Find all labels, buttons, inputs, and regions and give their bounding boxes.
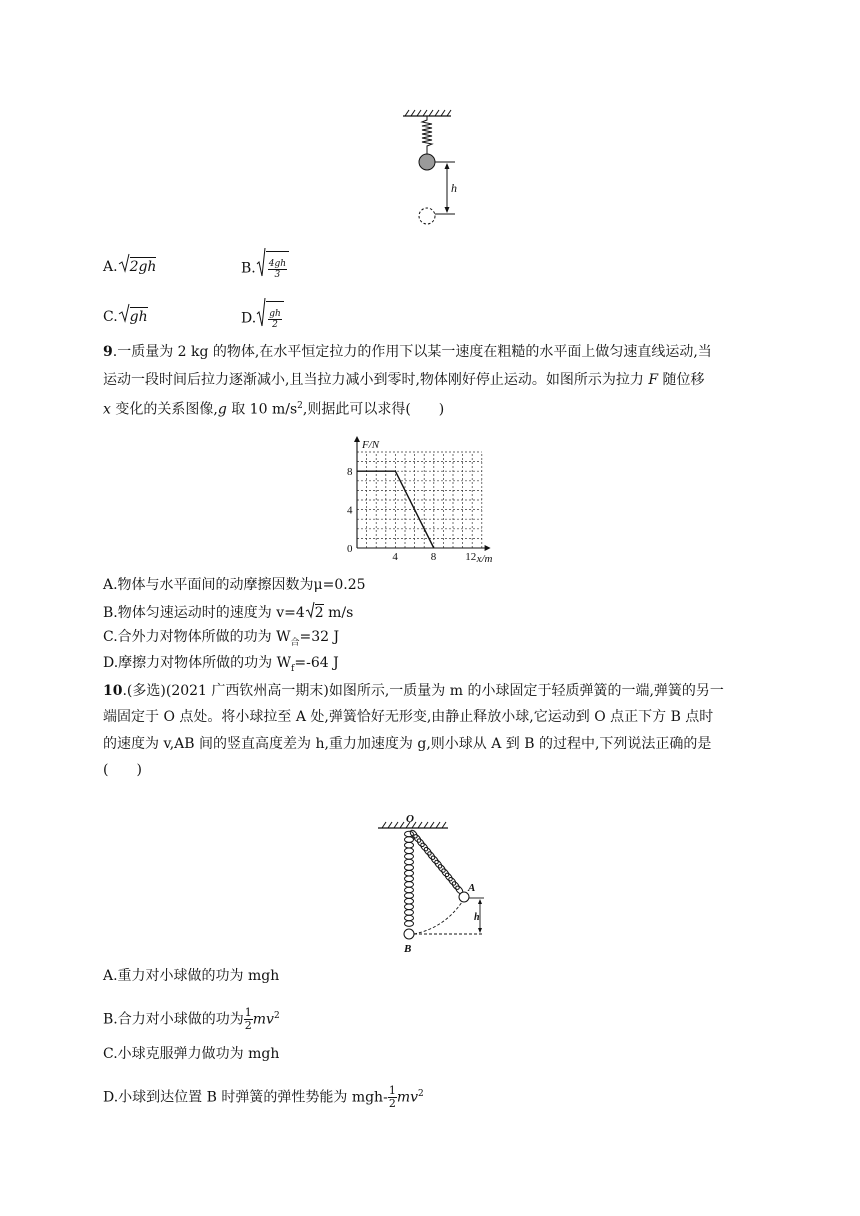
- q10-option-c: C.小球克服弹力做功为 mgh: [103, 1046, 280, 1062]
- spring-coil: [405, 887, 414, 893]
- point-o-label: O: [406, 813, 414, 825]
- q8-option-c: C. gh: [103, 303, 148, 331]
- spring-ball-figure: [395, 108, 475, 233]
- q9-option-a: A.物体与水平面间的动摩擦因数为μ=0.25: [103, 577, 366, 593]
- spring-coil: [405, 865, 414, 871]
- y-axis-arrow: [354, 436, 360, 442]
- sqrt-symbol: [118, 253, 130, 281]
- spring-coil: [405, 882, 414, 888]
- x-tick-label: 12: [465, 551, 477, 563]
- sqrt-symbol: [118, 303, 130, 331]
- spring-pendulum-figure: [372, 810, 502, 960]
- point-a-label: A: [468, 882, 476, 894]
- spring-coil: [405, 859, 414, 865]
- q9-stem-line-1: 9.一质量为 2 kg 的物体,在水平恒定拉力的作用下以某一速度在粗糙的水平面上做匀速直线运动,当: [103, 344, 712, 360]
- sqrt-symbol: [256, 296, 266, 341]
- q10-stem-line-1: 10.(多选)(2021 广西钦州高一期末)如图所示,一质量为 m 的小球固定于轻质弹簧的一端,弹簧的另一: [103, 683, 724, 699]
- y-tick-label: 8: [347, 466, 353, 479]
- spring-coil: [405, 854, 414, 860]
- y-tick-label: 4: [347, 504, 353, 517]
- h-label: h: [474, 912, 480, 923]
- x-axis-label: x/m: [476, 553, 493, 565]
- h-label: h: [451, 181, 457, 195]
- spring-coil: [405, 904, 414, 910]
- q10-option-a: A.重力对小球做的功为 mgh: [103, 968, 280, 984]
- spring-coil: [405, 898, 414, 904]
- spring-coil: [405, 876, 414, 882]
- q10-option-b: B.合力对小球做的功为 $\frac{1}{2}$ $mv^2$: [103, 1006, 280, 1033]
- q9-stem-line-3: x 变化的关系图像,g 取 10 $m/s^2$,则据此可以求得( ): [103, 401, 445, 418]
- spring-coil: [405, 893, 414, 899]
- q10-stem-line-4: ( ): [103, 762, 142, 778]
- q9-option-b: B.物体匀速运动时的速度为 v=4 2 m/s: [103, 601, 353, 625]
- sqrt-symbol: [256, 246, 266, 291]
- spring-coil: [405, 837, 414, 843]
- q9-stem-line-2: 运动一段时间后拉力逐渐减小,且当拉力减小到零时,物体刚好停止运动。如图所示为拉力 F 随位移: [103, 372, 705, 388]
- y-tick-label: 0: [347, 543, 353, 555]
- x-axis-arrow: [485, 545, 491, 551]
- spring-coil: [405, 915, 414, 921]
- spring-coil: [405, 870, 414, 876]
- spring-coil: [405, 848, 414, 854]
- y-axis-label: F/N: [362, 439, 380, 451]
- q8-option-b: B. $\frac{4gh}{3}$: [241, 246, 289, 291]
- point-b-label: B: [404, 943, 412, 955]
- q8-option-d: D. $\frac{gh}{2}$: [241, 296, 284, 341]
- q10-stem-line-2: 端固定于 O 点处。将小球拉至 A 处,弹簧恰好无形变,由静止释放小球,它运动到 O 点正下方 B 点时: [103, 709, 714, 725]
- x-tick-label: 8: [430, 551, 437, 563]
- q9-option-d: D.摩擦力对物体所做的功为 $W_f=-64$ J: [103, 655, 339, 674]
- q8-option-a: A. 2gh: [103, 253, 156, 281]
- force-displacement-chart: [330, 420, 530, 570]
- x-tick-label: 4: [392, 551, 398, 563]
- q9-option-c: C.合外力对物体所做的功为 $W_合=32$ J: [103, 629, 340, 648]
- q10-option-d: D.小球到达位置 B 时弹簧的弹性势能为 mgh- $\frac{1}{2}$ $mv^2$: [103, 1084, 424, 1111]
- sqrt-symbol: [305, 601, 315, 625]
- spring-coil: [405, 910, 414, 916]
- q10-stem-line-3: 的速度为 v,AB 间的竖直高度差为 h,重力加速度为 g,则小球从 A 到 B 的过程中,下列说法正确的是: [103, 736, 712, 752]
- spring-coil: [405, 921, 414, 927]
- spring-coil: [405, 842, 414, 848]
